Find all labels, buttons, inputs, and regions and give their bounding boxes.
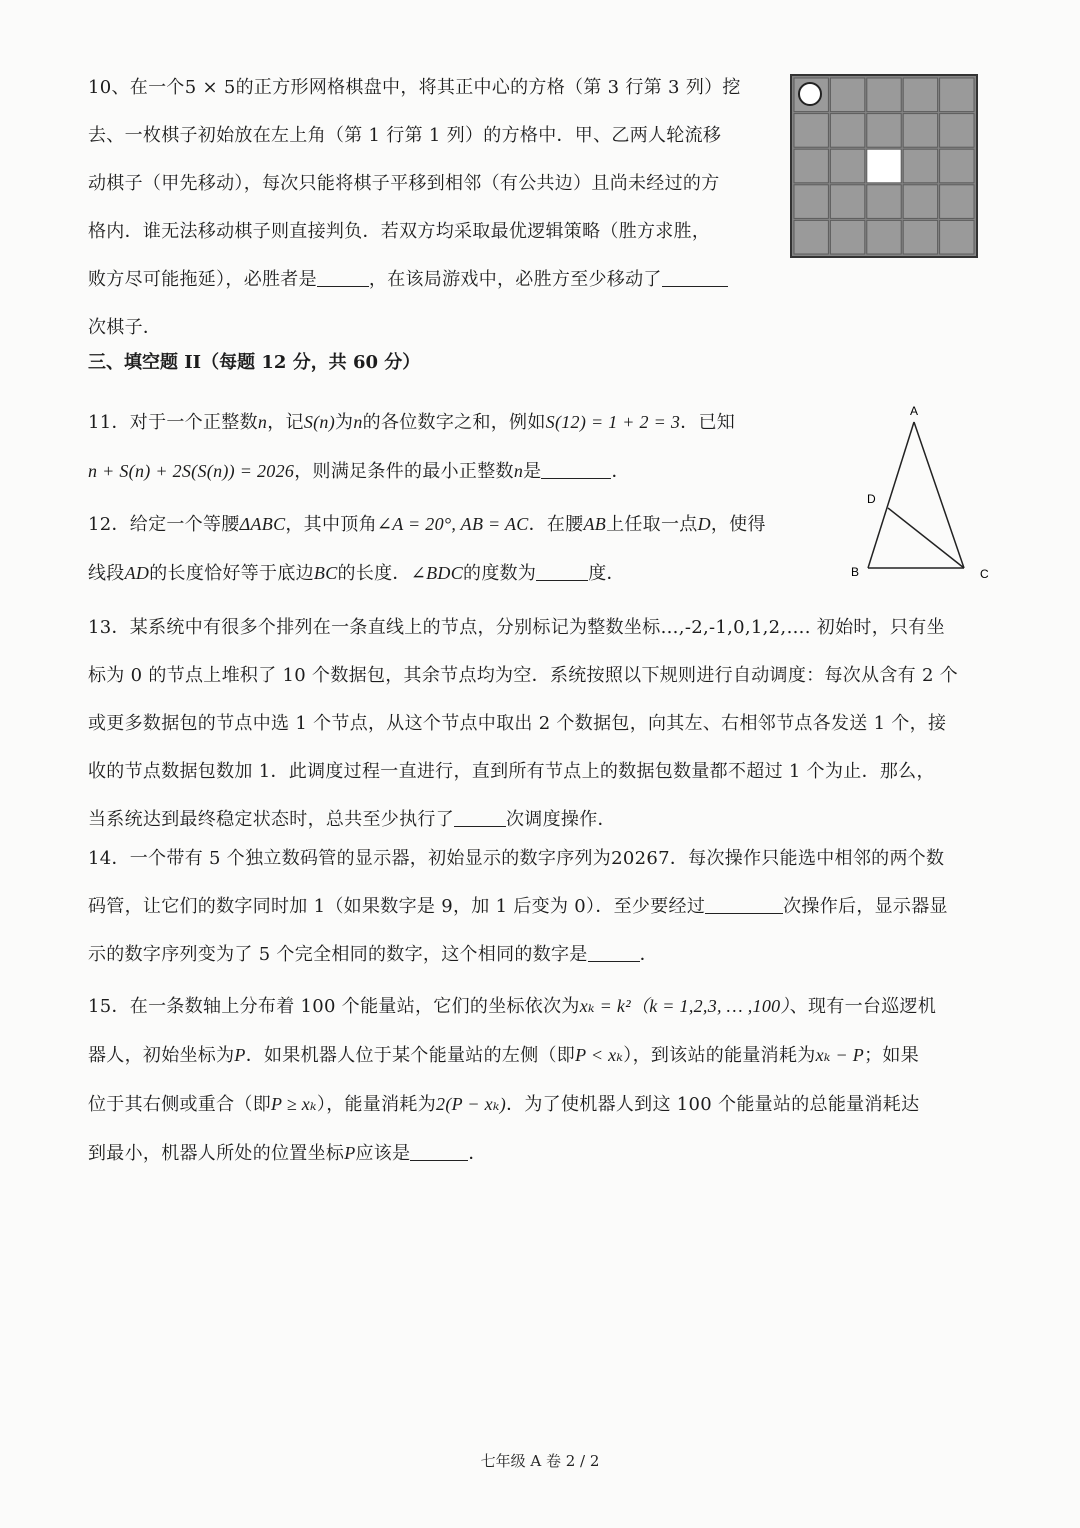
triangle-figure — [840, 400, 1000, 580]
answer-blank-winner[interactable] — [317, 264, 369, 287]
q15-line-3 — [88, 1080, 1008, 1129]
math-D: D — [697, 514, 711, 534]
board-cells — [794, 78, 974, 254]
board-cell — [794, 220, 828, 254]
q13-text: 当系统达到最终稳定状态时，总共至少执行了 — [88, 809, 454, 830]
q13-line-1: 13．某系统中有很多个排列在一条直线上的节点，分别标记为整数坐标…,-2,-1,0,1,2,…. 初始时，只有坐 — [88, 617, 945, 638]
q15-text: 应该是 — [355, 1143, 411, 1164]
q15-text: 15．在一条数轴上分布着 100 个能量站，它们的坐标依次为 — [88, 996, 580, 1017]
side-AC — [914, 422, 964, 568]
q13-line-4: 收的节点数据包数加 1．此调度过程一直进行，直到所有节点上的数据包数量都不超过 1 个为止．那么， — [88, 761, 935, 782]
board-cell — [830, 149, 864, 183]
q15-line-1 — [88, 982, 1008, 1031]
q11-text: ．已知 — [680, 412, 736, 433]
math-P: P — [234, 1045, 246, 1065]
q14-line-1: 14．一个带有 5 个独立数码管的显示器，初始显示的数字序列为20267．每次操作只能选中相邻的两个数 — [88, 848, 945, 869]
q11-text: ，记 — [267, 412, 304, 433]
answer-blank-moves[interactable] — [662, 264, 728, 287]
question-13 — [88, 604, 1008, 844]
math-P: P — [344, 1143, 356, 1163]
q14-line-3 — [88, 931, 1008, 979]
math-n: n — [257, 412, 268, 432]
board-cell — [867, 220, 901, 254]
question-10 — [88, 64, 778, 352]
q12-text: ，使得 — [710, 514, 766, 535]
q15-text: ．为了使机器人到这 100 个能量站的总能量消耗达 — [506, 1094, 920, 1115]
board-cell — [903, 114, 937, 148]
page-footer: 七年级 A 卷 2 / 2 — [480, 1452, 600, 1470]
q12-text: 线段 — [88, 563, 125, 584]
math-xk-def: xₖ = k² — [579, 996, 631, 1016]
board-cell — [794, 149, 828, 183]
q12-line-2 — [88, 549, 828, 598]
math-AD: AD — [124, 563, 150, 583]
q11-line-1 — [88, 398, 828, 447]
q15-text: ． — [468, 1143, 487, 1164]
board-cell — [903, 149, 937, 183]
q11-text: 为 — [335, 412, 354, 433]
math-n: n — [513, 461, 524, 481]
board-cell — [940, 220, 974, 254]
q15-text: 、现有一台巡逻机 — [789, 996, 937, 1017]
game-board-figure — [790, 74, 978, 258]
q12-text: 的长度恰好等于底边 — [149, 563, 314, 584]
math-angle: ∠A = 20°, AB = AC — [376, 514, 529, 534]
board-cell — [830, 114, 864, 148]
board-cell — [903, 78, 937, 112]
q12-text: 上任取一点 — [606, 514, 698, 535]
label-B: B — [851, 565, 860, 579]
math-triangle: ΔABC — [239, 514, 286, 534]
section-heading: 三、填空题 II（每题 12 分，共 60 分） — [88, 352, 421, 373]
q12-text: 的度数为 — [463, 563, 537, 584]
q11-text: 是 — [523, 461, 542, 482]
q13-line-3: 或更多数据包的节点中选 1 个节点，从这个节点中取出 2 个数据包，向其左、右相邻节点各发送 1 个，接 — [88, 713, 947, 734]
q12-text: 12．给定一个等腰 — [88, 514, 240, 535]
answer-blank-q14-ops[interactable] — [705, 891, 783, 914]
q12-line-1 — [88, 500, 828, 549]
answer-blank-q11[interactable] — [541, 456, 611, 479]
board-cell — [903, 185, 937, 219]
answer-blank-q14-digit[interactable] — [588, 939, 640, 962]
q10-line-4: 格内．谁无法移动棋子则直接判负．若双方均采取最优逻辑策略（胜方求胜， — [88, 221, 711, 242]
q10-line-1: 10、在一个5 × 5的正方形网格棋盘中，将其正中心的方格（第 3 行第 3 列）挖 — [88, 77, 741, 98]
q15-text: 器人，初始坐标为 — [88, 1045, 235, 1066]
math-BDC: ∠BDC — [410, 563, 464, 583]
board-cell — [867, 78, 901, 112]
q12-text: ．在腰 — [528, 514, 584, 535]
board-cell — [867, 185, 901, 219]
math-AB: AB — [583, 514, 607, 534]
q14-text: ． — [639, 944, 658, 965]
q10-text: 败方尽可能拖延），必胜者是 — [88, 269, 317, 290]
board-cell — [794, 114, 828, 148]
question-15 — [88, 982, 1008, 1178]
q14-text: 码管，让它们的数字同时加 1（如果数字是 9，加 1 后变为 0）．至少要经过 — [88, 896, 706, 917]
q10-line-5 — [88, 256, 778, 304]
math-k-range: （k = 1,2,3, … ,100） — [630, 996, 790, 1016]
board-cell — [940, 185, 974, 219]
board-cell — [940, 78, 974, 112]
board-cell — [830, 185, 864, 219]
math-BC: BC — [313, 563, 338, 583]
q11-text: 的各位数字之和，例如 — [362, 412, 546, 433]
board-cell — [867, 114, 901, 148]
q14-text: 示的数字序列变为了 5 个完全相同的数字，这个相同的数字是 — [88, 944, 588, 965]
q12-text: 度． — [588, 563, 625, 584]
q15-text: ），到该站的能量消耗为 — [623, 1045, 816, 1066]
q15-line-2 — [88, 1031, 1008, 1080]
q11-line-2 — [88, 447, 828, 496]
q12-text: ，其中顶角 — [285, 514, 377, 535]
q11-text: ，则满足条件的最小正整数 — [294, 461, 514, 482]
q15-text: 位于其右侧或重合（即 — [88, 1094, 271, 1115]
q15-text: 到最小，机器人所处的位置坐标 — [88, 1143, 345, 1164]
board-cell — [830, 78, 864, 112]
q15-text: ．如果机器人位于某个能量站的左侧（即 — [245, 1045, 576, 1066]
answer-blank-q13[interactable] — [454, 804, 506, 827]
removed-center-cell — [867, 149, 901, 183]
math-Sn: S(n) — [303, 412, 336, 432]
q13-text: 次调度操作． — [506, 809, 616, 830]
math-example: S(12) = 1 + 2 = 3 — [545, 412, 681, 432]
q11-text: ． — [611, 461, 630, 482]
board-cell — [794, 185, 828, 219]
answer-blank-q15[interactable] — [410, 1138, 468, 1161]
label-A: A — [910, 404, 919, 418]
q15-text: ；如果 — [864, 1045, 919, 1066]
question-12 — [88, 500, 828, 598]
board-cell — [830, 220, 864, 254]
answer-blank-q12[interactable] — [536, 558, 588, 581]
segment-DC — [888, 508, 964, 568]
math-n: n — [353, 412, 363, 432]
q13-line-2: 标为 0 的节点上堆积了 10 个数据包，其余节点均为空．系统按照以下规则进行自动调度：每次从含有 2 个 — [88, 665, 959, 686]
q15-line-4 — [88, 1129, 1008, 1178]
q14-text: 次操作后，显示器显 — [783, 896, 948, 917]
math-equation: n + S(n) + 2S(S(n)) = 2026 — [88, 461, 295, 481]
math-P-lt-xk: P < xₖ — [575, 1045, 624, 1065]
label-C: C — [980, 567, 989, 580]
question-14 — [88, 835, 1008, 979]
question-11 — [88, 398, 828, 496]
q10-line-3: 动棋子（甲先移动），每次只能将棋子平移到相邻（有公共边）且尚未经过的方 — [88, 173, 720, 194]
board-cell — [940, 149, 974, 183]
q10-text: ，在该局游戏中，必胜方至少移动了 — [368, 269, 662, 290]
board-cell — [940, 114, 974, 148]
chess-piece-icon — [799, 83, 821, 105]
q15-text: ），能量消耗为 — [316, 1094, 437, 1115]
math-cost-left: xₖ − P — [815, 1045, 865, 1065]
math-P-ge-xk: P ≥ xₖ — [271, 1094, 317, 1114]
q14-line-2 — [88, 883, 1008, 931]
q11-text: 11．对于一个正整数 — [88, 412, 258, 433]
board-cell — [903, 220, 937, 254]
q12-text: 的长度． — [337, 563, 411, 584]
q10-line-6: 次棋子． — [88, 317, 162, 338]
math-cost-right: 2(P − xₖ) — [436, 1094, 507, 1114]
q10-line-2: 去、一枚棋子初始放在左上角（第 1 行第 1 列）的方格中．甲、乙两人轮流移 — [88, 125, 722, 146]
label-D: D — [867, 492, 876, 506]
